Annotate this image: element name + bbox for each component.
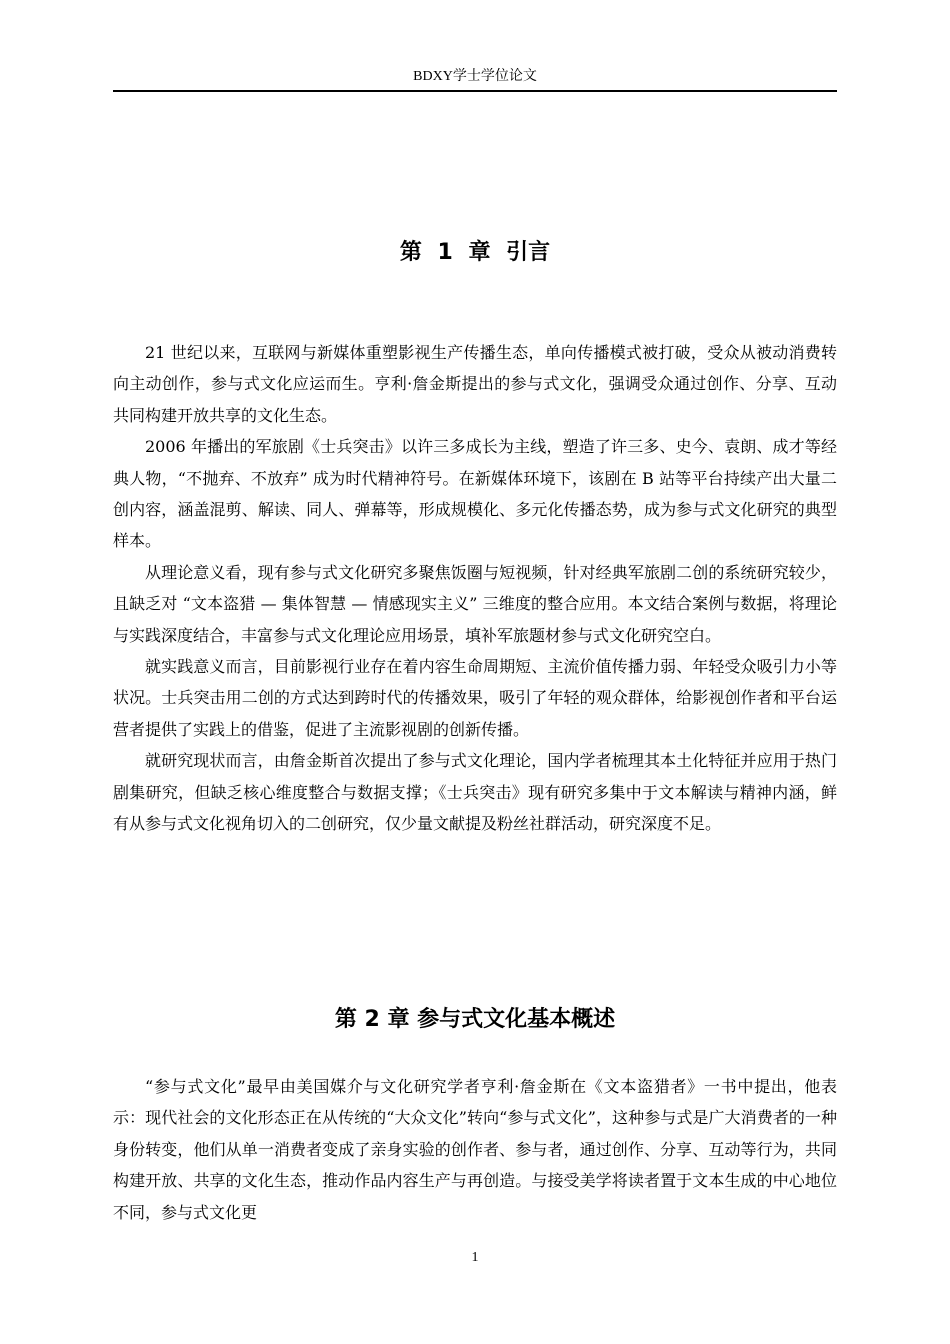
chapter-1-body (113, 337, 837, 840)
chapter-2-body (113, 1071, 837, 1228)
paragraph: 21 世纪以来，互联网与新媒体重塑影视生产传播生态，单向传播模式被打破，受众从被动消费转向主动创作，参与式文化应运而生。亨利·詹金斯提出的参与式文化，强调受众通过创作、分享、互动共同构建开放共享的文化生态。 (113, 343, 837, 425)
paragraph: 2006 年播出的军旅剧《士兵突击》以许三多成长为主线，塑造了许三多、史今、袁朗、成才等经典人物，“不抛弃、不放弃” 成为时代精神符号。在新媒体环境下，该剧在 B 站等平台持续产出大量二创内容，涵盖混剪、解读、同人、弹幕等，形成规模化、多元化传播态势，成为参与式文化研究的典型样本。 (113, 437, 837, 551)
chapter-1-title: 第 1 章 引言 (399, 240, 551, 265)
paragraph: 就研究现状而言，由詹金斯首次提出了参与式文化理论，国内学者梳理其本土化特征并应用于热门剧集研究，但缺乏核心维度整合与数据支撑；《士兵突击》现有研究多集中于文本解读与精神内涵，鲜有从参与式文化视角切入的二创研究，仅少量文献提及粉丝社群活动，研究深度不足。 (113, 751, 837, 834)
running-header: BDXY学士学位论文 (413, 69, 537, 84)
paragraph: “参与式文化”最早由美国媒介与文化研究学者亨利·詹金斯在《文本盗猎者》一书中提出，他表示：现代社会的文化形态正在从传统的“大众文化”转向“参与式文化”，这种参与式是广大消费者的一种身份转变，他们从单一消费者变成了亲身实验的创作者、参与者，通过创作、分享、互动等行为，共同构建开放、共享的文化生态，推动作品内容生产与再创造。与接受美学将读者置于文本生成的中心地位不同，参与式文化更 (113, 1077, 837, 1222)
chapter-2-title: 第 2 章 参与式文化基本概述 (334, 1007, 616, 1032)
header-rule (113, 90, 837, 92)
paragraph: 从理论意义看，现有参与式文化研究多聚焦饭圈与短视频，针对经典军旅剧二创的系统研究较少，且缺乏对 “文本盗猎 — 集体智慧 — 情感现实主义” 三维度的整合应用。本文结合案例与数据，将理论与实践深度结合，丰富参与式文化理论应用场景，填补军旅题材参与式文化研究空白。 (113, 562, 837, 645)
paragraph: 就实践意义而言，目前影视行业存在着内容生命周期短、主流价值传播力弱、年轻受众吸引力小等状况。士兵突击用二创的方式达到跨时代的传播效果，吸引了年轻的观众群体，给影视创作者和平台运营者提供了实践上的借鉴，促进了主流影视剧的创新传播。 (113, 657, 837, 739)
page-number: 1 (471, 1250, 479, 1265)
